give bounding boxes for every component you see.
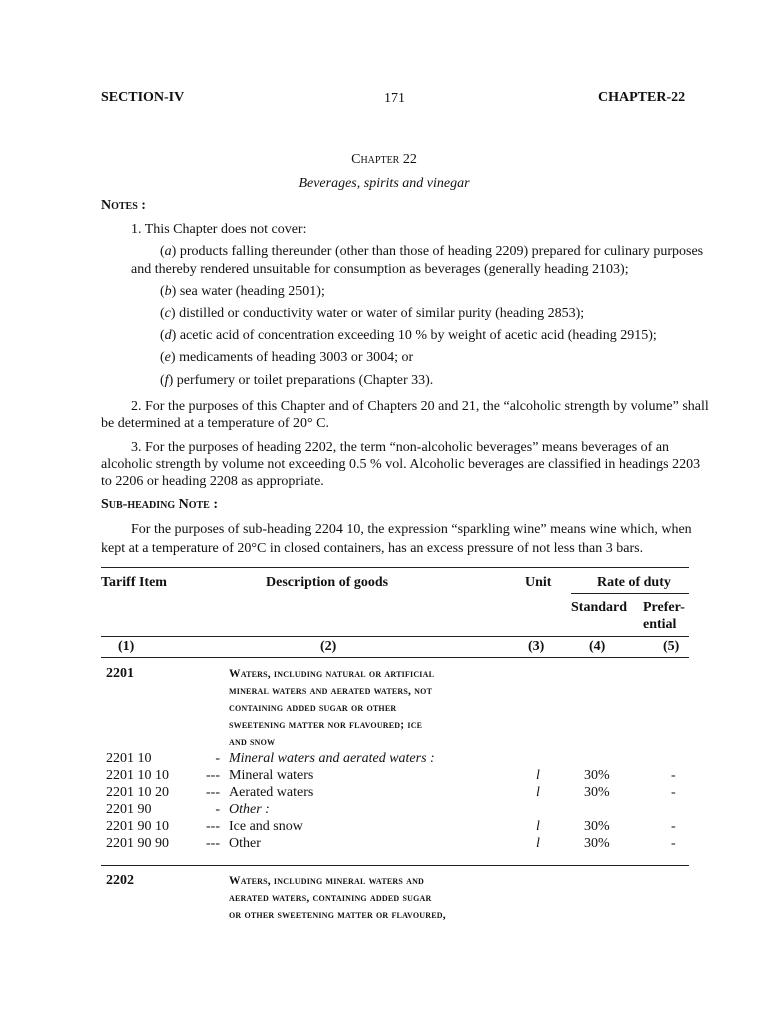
- tariff-code: 2201 90 10: [106, 819, 169, 834]
- col-number-rule: [101, 657, 689, 658]
- indent-dash: ---: [206, 836, 220, 851]
- row-unit: l: [536, 836, 540, 851]
- col-header-rate: Rate of duty: [597, 575, 671, 590]
- subheading-note-label: Sub-heading Note :: [101, 497, 219, 512]
- note-2-line2: be determined at a temperature of 20° C.: [101, 416, 329, 431]
- row-description: Mineral waters and aerated waters :: [229, 751, 435, 766]
- indent-dash: ---: [206, 768, 220, 783]
- note-1a-cont: and thereby rendered unsuitable for consumption as beverages (generally heading 2103);: [131, 262, 629, 277]
- row-standard-rate: 30%: [584, 768, 610, 783]
- note-3-line3: to 2206 or heading 2208 as appropriate.: [101, 474, 324, 489]
- col-header-description: Description of goods: [266, 575, 389, 590]
- row-unit: l: [536, 768, 540, 783]
- heading-2202-code: 2202: [106, 873, 134, 888]
- subheading-note-line1: For the purposes of sub-heading 2204 10, the expression “sparkling wine” means wine which, when: [131, 522, 692, 537]
- tariff-code: 2201 90: [106, 802, 152, 817]
- tariff-code: 2201 10 10: [106, 768, 169, 783]
- col-number-3: (3): [528, 639, 545, 654]
- col-number-1: (1): [118, 639, 135, 654]
- col-number-2: (2): [320, 639, 337, 654]
- note-2-line1: 2. For the purposes of this Chapter and of Chapters 20 and 21, the “alcoholic strength by volume” shall: [131, 399, 709, 414]
- row-preferential-rate: -: [671, 785, 676, 800]
- chapter-label: CHAPTER-22: [598, 90, 686, 105]
- row-standard-rate: 30%: [584, 819, 610, 834]
- heading-separator-rule: [101, 865, 689, 866]
- note-1f: (f) perfumery or toilet preparations (Chapter 33).: [160, 373, 434, 388]
- row-preferential-rate: -: [671, 819, 676, 834]
- note-1-intro: 1. This Chapter does not cover:: [131, 222, 307, 237]
- row-description: Aerated waters: [229, 785, 314, 800]
- col-header-preferential-1: Prefer-: [643, 600, 685, 615]
- row-standard-rate: 30%: [584, 836, 610, 851]
- row-description: Other :: [229, 802, 270, 817]
- note-3-line1: 3. For the purposes of heading 2202, the term “non-alcoholic beverages” means beverages of an: [131, 440, 670, 455]
- subheading-note-line2: kept at a temperature of 20°C in closed containers, has an excess pressure of not less than 3 bars.: [101, 541, 644, 556]
- note-1c: (c) distilled or conductivity water or water of similar purity (heading 2853);: [160, 306, 585, 321]
- rate-underline: [571, 593, 689, 594]
- col-header-unit: Unit: [525, 575, 552, 590]
- header-rule: [101, 636, 689, 637]
- heading-2201-code: 2201: [106, 666, 134, 681]
- row-description: Mineral waters: [229, 768, 314, 783]
- col-number-4: (4): [589, 639, 606, 654]
- note-1b: (b) sea water (heading 2501);: [160, 284, 325, 299]
- row-preferential-rate: -: [671, 768, 676, 783]
- col-header-preferential-2: ential: [643, 617, 677, 632]
- table-top-rule: [101, 567, 689, 568]
- page-number: 171: [384, 91, 405, 106]
- heading-2202-description: Waters, including mineral waters and aerated waters, containing added sugar or other sweetening matter or flavoured,: [229, 875, 446, 921]
- indent-dash: -: [215, 802, 220, 817]
- tariff-code: 2201 10: [106, 751, 152, 766]
- chapter-subtitle: Beverages, spirits and vinegar: [298, 176, 470, 191]
- indent-dash: ---: [206, 819, 220, 834]
- heading-2201-description: Waters, including natural or artificial mineral waters and aerated waters, not containing added sugar or other sweetening matter nor flavoured; ice and snow: [229, 668, 435, 748]
- row-unit: l: [536, 819, 540, 834]
- indent-dash: -: [215, 751, 220, 766]
- notes-label: Notes :: [101, 198, 146, 213]
- tariff-code: 2201 90 90: [106, 836, 169, 851]
- row-preferential-rate: -: [671, 836, 676, 851]
- tariff-code: 2201 10 20: [106, 785, 169, 800]
- row-unit: l: [536, 785, 540, 800]
- col-number-5: (5): [663, 639, 680, 654]
- note-1a: (a) products falling thereunder (other than those of heading 2209) prepared for culinary purposes: [160, 244, 704, 259]
- note-1d: (d) acetic acid of concentration exceeding 10 % by weight of acetic acid (heading 2915);: [160, 328, 657, 343]
- row-description: Other: [229, 836, 261, 851]
- row-standard-rate: 30%: [584, 785, 610, 800]
- row-description: Ice and snow: [229, 819, 303, 834]
- col-header-tariff-item: Tariff Item: [101, 575, 167, 590]
- section-label: SECTION-IV: [101, 90, 185, 105]
- note-1e: (e) medicaments of heading 3003 or 3004; or: [160, 350, 414, 365]
- col-header-standard: Standard: [571, 600, 628, 615]
- chapter-title: Chapter 22: [351, 152, 417, 167]
- indent-dash: ---: [206, 785, 220, 800]
- note-3-line2: alcoholic strength by volume not exceeding 0.5 % vol. Alcoholic beverages are classified in headings 2203: [101, 457, 701, 472]
